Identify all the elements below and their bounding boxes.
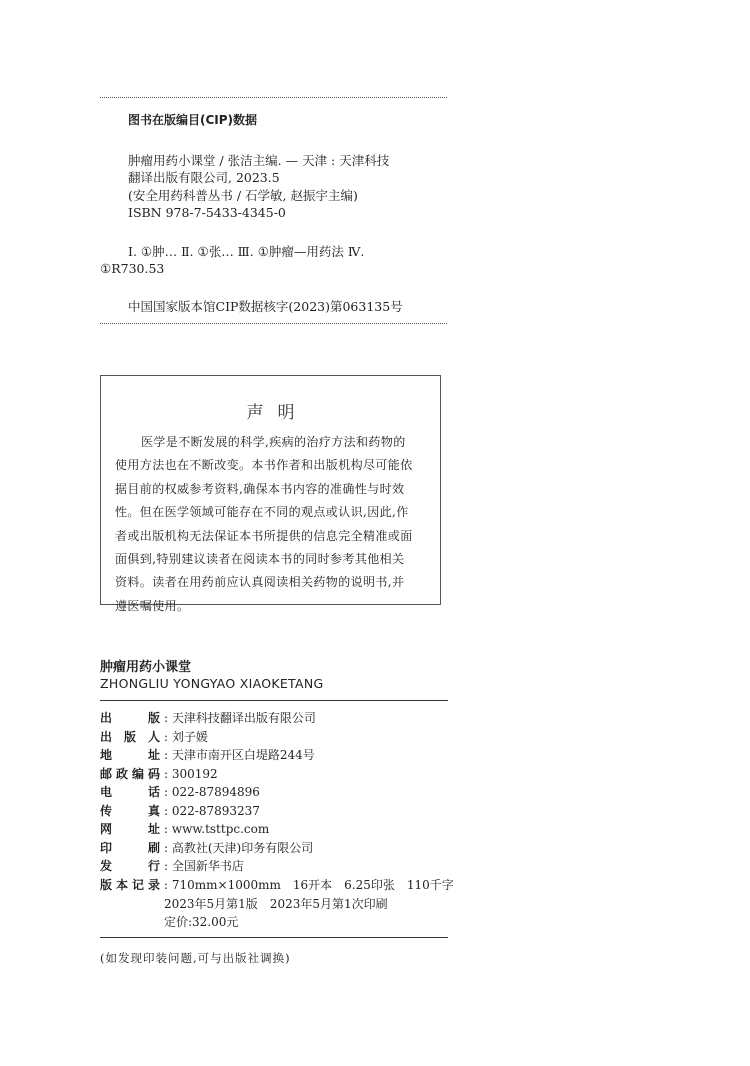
pub-key: 版本记录 <box>100 878 160 892</box>
pub-key: 传真 <box>100 803 160 818</box>
pub-row-edition-record <box>100 876 454 894</box>
pub-key: 发行 <box>100 859 160 873</box>
pub-value: : 全国新华书店 <box>164 859 244 873</box>
statement-body <box>115 431 427 618</box>
pub-row-printer <box>100 839 313 857</box>
book-title: 肿瘤用药小课堂 <box>100 660 192 675</box>
pub-row-publisher <box>100 709 316 727</box>
statement-line: 医学是不断发展的科学,疾病的治疗方法和药物的 <box>141 435 406 449</box>
pub-row-address <box>100 746 315 764</box>
cip-line-3: (安全用药科普丛书 / 石学敏, 赵振宇主编) <box>128 188 358 203</box>
book-title-pinyin: ZHONGLIU YONGYAO XIAOKETANG <box>100 676 324 691</box>
publication-bottom-rule <box>100 937 448 938</box>
pub-key: 网址 <box>100 822 160 836</box>
pub-row-fax <box>100 802 260 820</box>
cip-line-1: 肿瘤用药小课堂 / 张洁主编. — 天津 : 天津科技 <box>128 153 390 168</box>
pub-row-distribution <box>100 857 244 875</box>
cip-isbn: ISBN 978-7-5433-4345-0 <box>128 205 286 220</box>
print-issue-note: (如发现印装问题,可与出版社调换) <box>100 951 291 965</box>
statement-line: 使用方法也在不断改变。本书作者和出版机构尽可能依 <box>115 458 413 473</box>
cip-top-divider <box>100 97 447 98</box>
publication-top-rule <box>100 700 448 701</box>
pub-edition-dates: 2023年5月第1版 2023年5月第1次印刷 <box>164 896 388 911</box>
pub-key: 电话 <box>100 785 160 799</box>
statement-line: 者或出版机构无法保证本书所提供的信息完全精准或面 <box>115 528 413 543</box>
pub-key: 出版人 <box>100 729 160 744</box>
statement-line: 资料。读者在用药前应认真阅读相关药物的说明书,并 <box>115 575 405 590</box>
pub-price: 定价:32.00元 <box>164 915 239 929</box>
pub-value: : www.tsttpc.com <box>164 822 270 836</box>
cip-line-2: 翻译出版有限公司, 2023.5 <box>128 170 280 185</box>
statement-box <box>100 375 441 613</box>
statement-line: 遵医嘱使用。 <box>115 598 190 613</box>
pub-row-website <box>100 820 269 838</box>
statement-title: 声明 <box>246 403 309 423</box>
pub-value: : 刘子媛 <box>164 729 208 744</box>
cip-classification-1: Ⅰ. ①肿… Ⅱ. ①张… Ⅲ. ①肿瘤—用药法 Ⅳ. <box>128 244 365 259</box>
pub-value: : 高教社(天津)印务有限公司 <box>164 840 314 855</box>
pub-value: : 022-87893237 <box>164 803 260 818</box>
pub-value: : 天津市南开区白堤路244号 <box>164 748 315 762</box>
pub-key: 印刷 <box>100 840 160 855</box>
statement-line: 性。但在医学领域可能存在不同的观点或认识,因此,作 <box>115 505 409 520</box>
pub-value: : 710mm×1000mm 16开本 6.25印张 110千字 <box>164 878 454 892</box>
pub-key: 邮政编码 <box>100 766 160 781</box>
statement-line: 据目前的权威参考资料,确保本书内容的准确性与时效 <box>115 481 405 496</box>
cip-bottom-divider <box>100 323 447 324</box>
cip-record-number: 中国国家版本馆CIP数据核字(2023)第063135号 <box>128 299 403 314</box>
pub-value: : 天津科技翻译出版有限公司 <box>164 711 316 725</box>
pub-key: 地址 <box>100 748 160 762</box>
pub-key: 出版 <box>100 711 160 725</box>
pub-value: : 300192 <box>164 766 218 781</box>
pub-row-postcode <box>100 765 218 783</box>
pub-row-publisher-person <box>100 728 208 746</box>
statement-line: 面俱到,特别建议读者在阅读本书的同时参考其他相关 <box>115 551 405 566</box>
pub-row-phone <box>100 783 260 801</box>
cip-classification-2: ①R730.53 <box>100 261 165 276</box>
pub-value: : 022-87894896 <box>164 785 260 799</box>
cip-heading: 图书在版编目(CIP)数据 <box>128 113 258 127</box>
